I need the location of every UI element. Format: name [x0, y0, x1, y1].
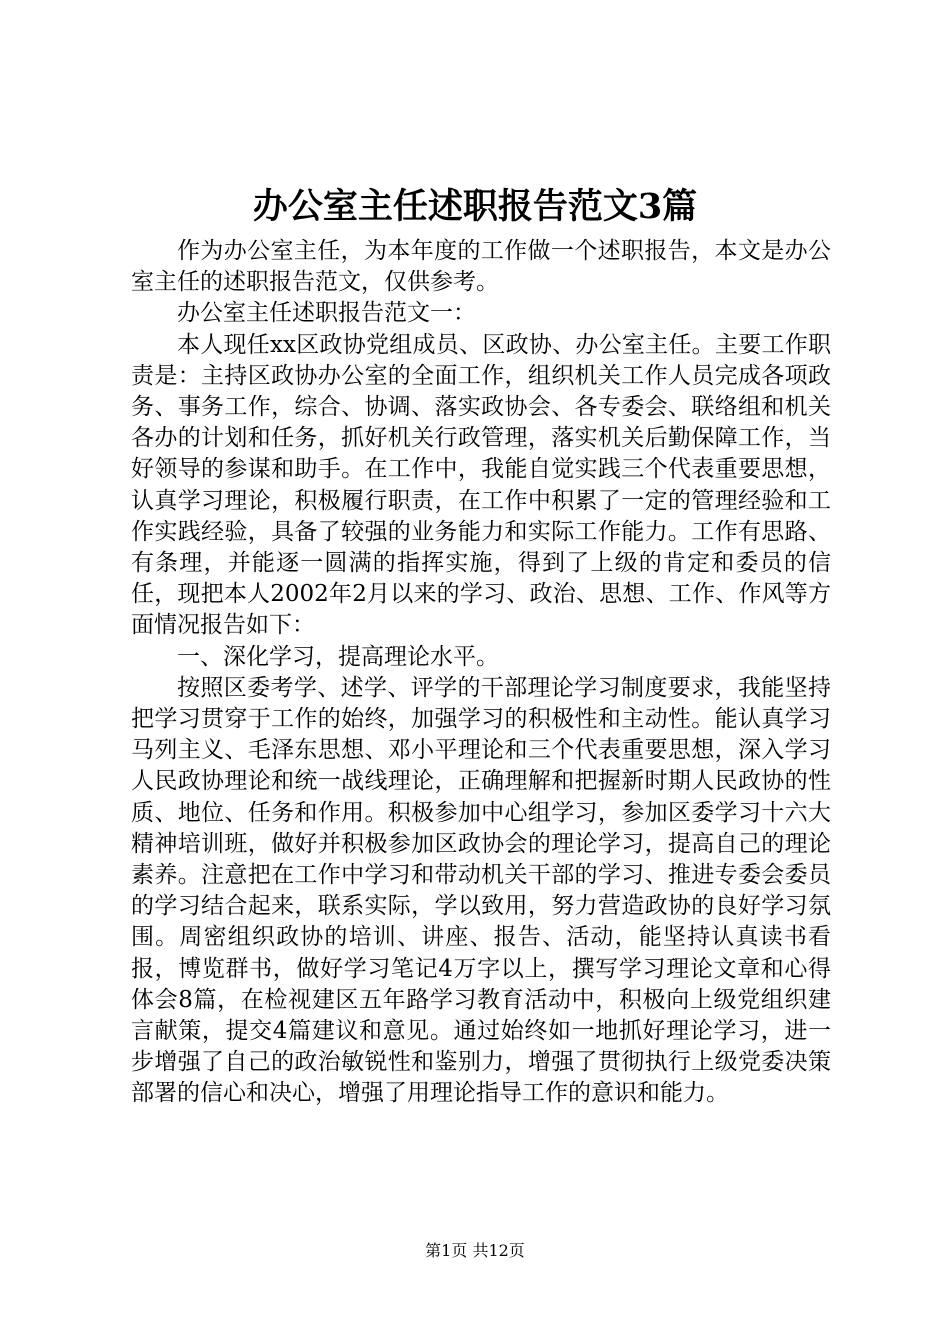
paragraph-duties: 本人现任xx区政协党组成员、区政协、办公室主任。主要工作职责是：主持区政协办公室的全面工作，组织机关工作人员完成各项政务、事务工作，综合、协调、落实政协会、各专委会、联络组和机关各办的计划和任务，抓好机关行政管理，落实机关后勤保障工作，当好领导的参谋和助手。在工作中，我能自觉实践三个代表重要思想，认真学习理论，积极履行职责，在工作中积累了一定的管理经验和工作实践经验，具备了较强的业务能力和实际工作能力。工作有思路、有条理，并能逐一圆满的指挥实施，得到了上级的肯定和委员的信任，现把本人2002年2月以来的学习、政治、思想、工作、作风等方面情况报告如下： — [131, 331, 831, 639]
document-body — [131, 236, 831, 1110]
paragraph-intro: 作为办公室主任，为本年度的工作做一个述职报告，本文是办公室主任的述职报告范文，仅供参考。 — [131, 238, 831, 296]
paragraph-section-heading: 办公室主任述职报告范文一： — [177, 300, 476, 327]
paragraph-subheading: 一、深化学习，提高理论水平。 — [177, 643, 499, 670]
document-title: 办公室主任述职报告范文3篇 — [252, 186, 698, 227]
paragraph-study: 按照区委考学、述学、评学的干部理论学习制度要求，我能坚持把学习贯穿于工作的始终，加强学习的积极性和主动性。能认真学习马列主义、毛泽东思想、邓小平理论和三个代表重要思想，深入学习人民政协理论和统一战线理论，正确理解和把握新时期人民政协的性质、地位、任务和作用。积极参加中心组学习，参加区委学习十六大精神培训班，做好并积极参加区政协会的理论学习，提高自己的理论素养。注意把在工作中学习和带动机关干部的学习、推进专委会委员的学习结合起来，联系实际，学以致用，努力营造政协的良好学习氛围。周密组织政协的培训、讲座、报告、活动，能坚持认真读书看报，博览群书，做好学习笔记4万字以上，撰写学习理论文章和心得体会8篇，在检视建区五年路学习教育活动中，积极向上级党组织建言献策，提交4篇建议和意见。通过始终如一地抓好理论学习，进一步增强了自己的政治敏锐性和鉴别力，增强了贯彻执行上级党委决策部署的信心和决心，增强了用理论指导工作的意识和能力。 — [131, 674, 831, 1107]
page-footer: 第1页 共12页 — [425, 1241, 525, 1260]
